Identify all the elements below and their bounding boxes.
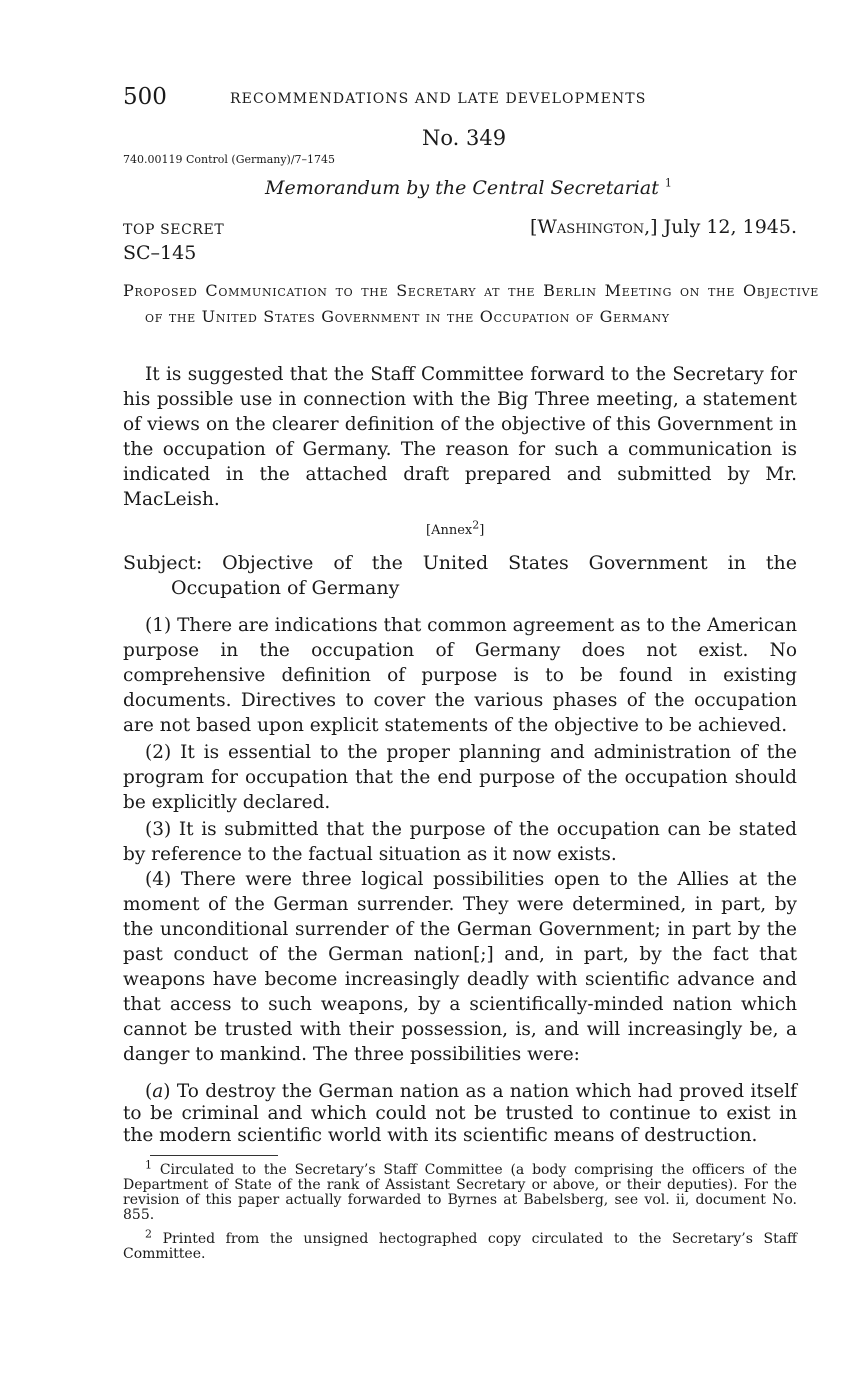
document-number: No. 349 — [422, 126, 507, 150]
footnote-2-mark: 2 — [145, 1227, 152, 1241]
dateline-place: [Washington,] — [529, 216, 658, 238]
memo-title — [265, 177, 672, 199]
annex-subject: Subject: Objective of the United States Government in the Occupation of Germany — [123, 552, 797, 599]
running-head: RECOMMENDATIONS AND LATE DEVELOPMENTS — [230, 91, 647, 107]
file-reference: 740.00119 Control (Germany)/7–1745 — [123, 153, 336, 166]
possibility-a-label: a — [152, 1081, 164, 1102]
annex-paragraph-4: (4) There were three logical possibilities open to the Allies at the moment of the German surrender. They were determined, in part, by the unconditional surrender of the German Government; in part by the past conduct of the German nation[;] and, in part, by the fact that weapons have become increasingly deadly with scientific advance and that access to such weapons, by a scientifically-minded nation which cannot be trusted with their possession, is, and will increasingly be, a danger to mankind. The three possibilities were: — [123, 869, 797, 1065]
annex-label-close: ] — [479, 523, 485, 538]
footnote-1 — [123, 1158, 798, 1223]
annex-paragraph-3: (3) It is submitted that the purpose of the occupation can be stated by reference to the factual situation as it now exists. — [123, 819, 797, 865]
footnote-ref-2: 2 — [472, 518, 480, 532]
intro-paragraph: It is suggested that the Staff Committee forward to the Secretary for his possible use in connection with the Big Three meeting, a statement of views on the clearer definition of the objective of this Government in the occupation of Germany. The reason for such a communication is indicated in the attached draft prepared and submitted by Mr. MacLeish. — [123, 364, 797, 510]
classification-label: TOP SECRET — [123, 222, 225, 238]
footnote-1-text: Circulated to the Secretary’s Staff Committee (a body comprising the officers of the Department of State of the rank of Assistant Secretary or above, or their deputies). For the revision of this paper actually forwarded to Byrnes at Babelsberg, see vol. ii, document No. 855. — [123, 1162, 798, 1223]
possibility-a: (a) To destroy the German nation as a nation which had proved itself to be criminal and which could not be trusted to continue to exist in the modern scientific world with its scientific means of destruction. — [123, 1081, 797, 1146]
footnote-2-text: Printed from the unsigned hectographed copy circulated to the Secretary’s Staff Committee. — [123, 1231, 798, 1262]
annex-label-text: [Annex — [426, 523, 473, 538]
page-number: 500 — [123, 84, 167, 110]
dateline-date: July 12, 1945. — [663, 216, 797, 238]
document-heading: Proposed Communication to the Secretary at the Berlin Meeting on the Objective of the United States Government in the Occupation of Germany — [123, 281, 819, 326]
footnote-divider — [150, 1155, 278, 1156]
annex-paragraph-2: (2) It is essential to the proper planning and administration of the program for occupation that the end purpose of the occupation should be explicitly declared. — [123, 742, 797, 813]
memo-title-text: Memorandum by the Central Secretariat — [265, 177, 659, 199]
annex-label — [426, 518, 485, 538]
possibility-a-text: To destroy the German nation as a nation which had proved itself to be criminal and which could not be trusted to continue to exist in the modern scientific world with its scientific means of destruction. — [123, 1081, 797, 1146]
footnote-ref-1: 1 — [664, 176, 672, 190]
footnote-1-mark: 1 — [145, 1158, 152, 1172]
footnote-2 — [123, 1227, 798, 1262]
annex-paragraph-1: (1) There are indications that common agreement as to the American purpose in the occupation of Germany does not exist. No comprehensive definition of purpose is to be found in existing documents. Directives to cover the various phases of the occupation are not based upon explicit statements of the objective to be achieved. — [123, 615, 797, 736]
serial-number: SC–145 — [123, 242, 197, 264]
dateline — [530, 216, 797, 238]
